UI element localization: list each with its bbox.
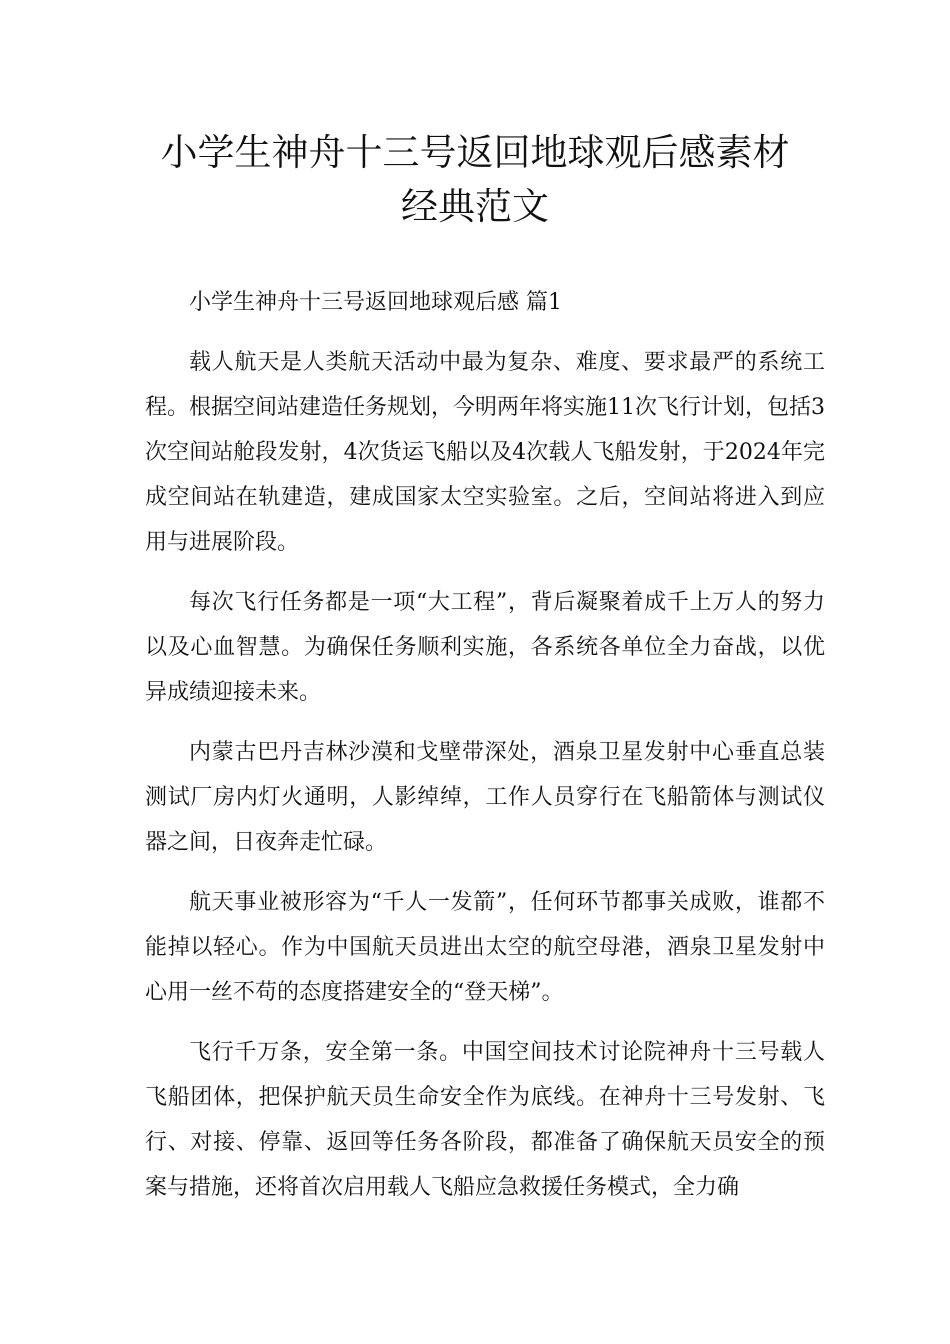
paragraph-2: 每次飞行任务都是一项“大工程”，背后凝聚着成千上万人的努力以及心血智慧。为确保任务顺利实施，各系统各单位全力奋战，以优异成绩迎接未来。 — [145, 590, 825, 705]
paragraph-3: 内蒙古巴丹吉林沙漠和戈壁带深处，酒泉卫星发射中心垂直总装测试厂房内灯火通明，人影绰绰，工作人员穿行在飞船箭体与测试仪器之间，日夜奔走忙碌。 — [145, 740, 825, 855]
paragraph-1: 载人航天是人类航天活动中最为复杂、难度、要求最严的系统工程。根据空间站建造任务规划，今明两年将实施11次飞行计划，包括3次空间站舱段发射，4次货运飞船以及4次载人飞船发射，于2024年完成空间站在轨建造，建成国家太空实验室。之后，空间站将进入到应用与进展阶段。 — [145, 350, 825, 555]
document-title-line-1: 小学生神舟十三号返回地球观后感素材 — [160, 131, 790, 174]
paragraph-4: 航天事业被形容为“千人一发箭”，任何环节都事关成败，谁都不能掉以轻心。作为中国航天员进出太空的航空母港，酒泉卫星发射中心用一丝不苟的态度搭建安全的“登天梯”。 — [145, 890, 825, 1005]
paragraph-5: 飞行千万条，安全第一条。中国空间技术讨论院神舟十三号载人飞船团体，把保护航天员生命安全作为底线。在神舟十三号发射、飞行、对接、停靠、返回等任务各阶段，都准备了确保航天员安全的预案与措施，还将首次启用载人飞船应急救援任务模式，全力确 — [145, 1040, 825, 1200]
document-title-line-2: 经典范文 — [401, 185, 549, 228]
document-body — [145, 280, 825, 1210]
section-heading: 小学生神舟十三号返回地球观后感 篇1 — [189, 290, 562, 315]
